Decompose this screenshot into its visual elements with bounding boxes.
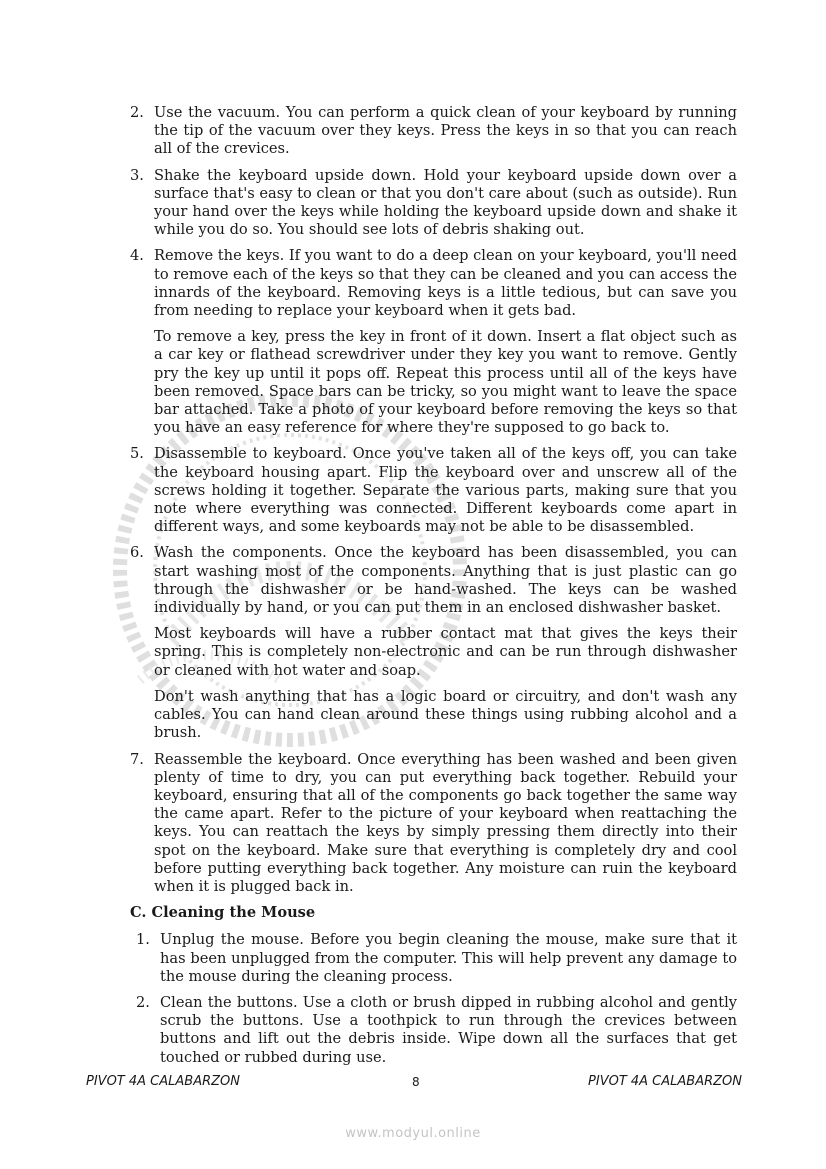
list-item xyxy=(130,247,737,437)
item-number: 2. xyxy=(136,993,150,1011)
section-heading: C. Cleaning the Mouse xyxy=(130,904,316,922)
item-subparagraph: Don't wash anything that has a logic board or circuitry, and don't wash any cables. You can hand clean around these things using rubbing alcohol and a brush. xyxy=(154,687,737,742)
list-item xyxy=(130,445,737,536)
list-item xyxy=(130,931,737,986)
list-item xyxy=(130,751,737,897)
item-text: Clean the buttons. Use a cloth or brush dipped in rubbing alcohol and gently scrub the buttons. Use a toothpick to run through the crevices between buttons and lift out the debris inside. Wipe down all the surfaces that get touched or rubbed during use. xyxy=(160,993,737,1066)
page-number: 8 xyxy=(412,1075,420,1089)
item-number: 1. xyxy=(136,931,150,949)
site-watermark: www.modyul.online xyxy=(345,1126,481,1141)
list-item xyxy=(130,994,737,1067)
item-number: 3. xyxy=(130,166,144,184)
list-item xyxy=(130,167,737,240)
item-text: Disassemble to keyboard. Once you've taken all of the keys off, you can take the keyboard housing apart. Flip the keyboard over and unscrew all of the screws holding it together. Separate the various parts, making sure that you note where everything was connected. Different keyboards come apart in different ways, and some keyboards may not be able to be disassembled. xyxy=(154,445,737,536)
footer-right: PIVOT 4A CALABARZON xyxy=(588,1074,742,1089)
body-text xyxy=(130,104,737,1075)
item-number: 4. xyxy=(130,247,144,265)
item-text: Use the vacuum. You can perform a quick clean of your keyboard by running the tip of the vacuum over they keys. Press the keys in so that you can reach all of the crevices. xyxy=(154,104,737,158)
item-text: Wash the components. Once the keyboard has been disassembled, you can start washing most of the components. Anything that is just plastic can go through the dishwasher or be hand-washed. The keys can be washed individually by hand, or you can put them in an enclosed dishwasher basket. xyxy=(154,544,737,617)
list-item xyxy=(130,544,737,742)
footer-left: PIVOT 4A CALABARZON xyxy=(86,1074,240,1089)
item-number: 5. xyxy=(130,445,144,463)
item-text: Shake the keyboard upside down. Hold your keyboard upside down over a surface that's easy to clean or that you don't care about (such as outside). Run your hand over the keys while holding the keyboard upside down and shake it while you do so. You should see lots of debris shaking out. xyxy=(154,166,738,239)
item-subparagraph: Most keyboards will have a rubber contact mat that gives the keys their spring. This is completely non-electronic and can be run through dishwasher or cleaned with hot water and soap. xyxy=(154,625,737,679)
item-text: Remove the keys. If you want to do a deep clean on your keyboard, you'll need to remove each of the keys so that they can be cleaned and you can access the innards of the keyboard. Removing keys is a little tedious, but can save you from needing to replace your keyboard when it gets bad. xyxy=(154,247,737,320)
item-subparagraph: To remove a key, press the key in front of it down. Insert a flat object such as a car key or flathead screwdriver under they key you want to remove. Gently pry the key up until it pops off. Repeat this process until all of the keys have been removed. Space bars can be tricky, so you might want to leave the space bar attached. Take a photo of your keyboard before removing the keys so that you have an easy reference for where they're supposed to go back to. xyxy=(154,328,737,437)
list-item xyxy=(130,104,737,159)
item-number: 6. xyxy=(130,544,144,562)
item-number: 7. xyxy=(130,750,144,768)
item-text: Unplug the mouse. Before you begin cleaning the mouse, make sure that it has been unplugged from the computer. This will help prevent any damage to the mouse during the cleaning process. xyxy=(160,931,737,985)
item-text: Reassemble the keyboard. Once everything has been washed and been given plenty of time to dry, you can put everything back together. Rebuild your keyboard, ensuring that all of the components go back together the same way the came apart. Refer to the picture of your keyboard when reattaching the keys. You can reattach the keys by simply pressing them directly into their spot on the keyboard. Make sure that everything is completely dry and cool before putting everything back together. Any moisture can ruin the keyboard when it is plugged back in. xyxy=(154,750,737,895)
item-number: 2. xyxy=(130,104,144,121)
